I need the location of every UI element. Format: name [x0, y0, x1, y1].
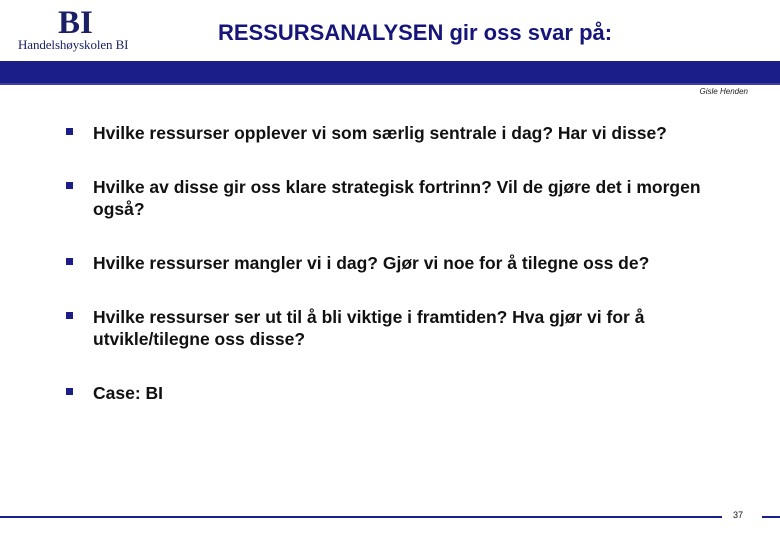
- author-name: Gisle Henden: [699, 87, 748, 96]
- square-bullet-icon: [66, 182, 73, 189]
- square-bullet-icon: [66, 388, 73, 395]
- footer-line: [0, 516, 722, 518]
- svg-text:BI: BI: [58, 6, 93, 36]
- bullet-text: Hvilke ressurser opplever vi som særlig sentrale i dag? Har vi disse?: [93, 123, 667, 143]
- square-bullet-icon: [66, 128, 73, 135]
- square-bullet-icon: [66, 312, 73, 319]
- bullet-item: [66, 306, 726, 350]
- bullet-text: Case: BI: [93, 383, 164, 403]
- footer-line-right: [762, 516, 780, 518]
- bullet-item: [66, 382, 726, 404]
- logo-text: Handelshøyskolen BI: [18, 37, 129, 52]
- bullet-item: [66, 252, 726, 274]
- square-bullet-icon: [66, 258, 73, 265]
- bi-logo: [18, 6, 140, 56]
- header-band-line: [0, 83, 780, 85]
- slide-title: RESSURSANALYSEN gir oss svar på:: [218, 20, 613, 45]
- bullet-item: [66, 122, 726, 144]
- page-number: 37: [733, 510, 744, 520]
- header-band: [0, 61, 780, 83]
- bullet-list: [66, 122, 726, 436]
- bullet-text: Hvilke av disse gir oss klare strategisk fortrinn? Vil de gjøre det i morgen også?: [93, 177, 701, 219]
- bullet-text: Hvilke ressurser mangler vi i dag? Gjør vi noe for å tilegne oss de?: [93, 253, 650, 273]
- bullet-item: [66, 176, 726, 220]
- bullet-text: Hvilke ressurser ser ut til å bli viktige i framtiden? Hva gjør vi for å utvikle/tilegne oss disse?: [93, 307, 645, 349]
- bi-logo-mark: [58, 6, 100, 36]
